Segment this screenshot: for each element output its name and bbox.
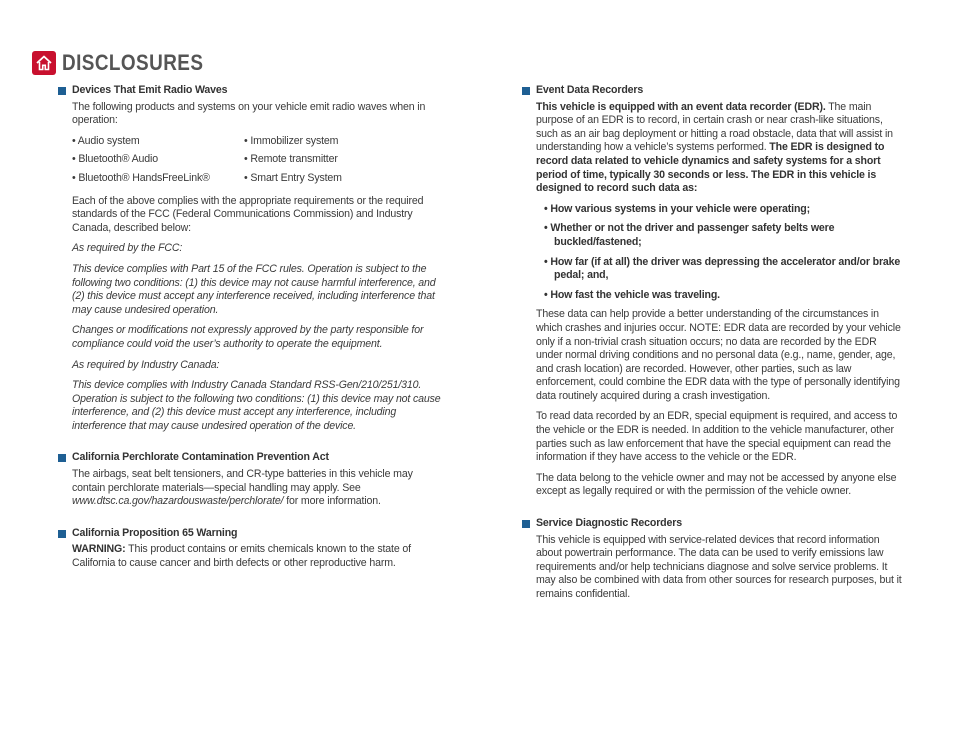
left-column <box>58 84 444 578</box>
home-icon[interactable] <box>32 51 56 75</box>
edr-lead-bold-2: The EDR is designed to record data related to vehicle dynamics and safety systems for a short period of time, typically 30 seconds or less. The EDR in this vehicle is designed to record such data as: <box>536 141 885 195</box>
perchlorate-end: for more information. <box>283 495 381 508</box>
section-bullet-icon <box>58 530 66 538</box>
prop65-text <box>72 543 444 570</box>
page-title: DISCLOSURES <box>62 50 204 75</box>
prop65-section <box>58 527 444 571</box>
edr-section <box>522 84 904 499</box>
ic-label: As required by Industry Canada: <box>72 358 220 371</box>
edr-bullet: • How various systems in your vehicle were operating; <box>544 202 810 215</box>
section-bullet-icon <box>522 520 530 528</box>
prop65-body: This product contains or emits chemicals known to the state of California to cause cancer and birth defects or other reproductive harm. <box>72 543 411 570</box>
fcc-text: This device complies with Part 15 of the FCC rules. Operation is subject to the following two conditions: (1) this device may not cause harmful interference, and (2) this device must accept any interference received, including interference that may cause undesired operation. <box>72 262 436 316</box>
section-heading: California Proposition 65 Warning <box>72 526 238 539</box>
section-bullet-icon <box>58 87 66 95</box>
section-heading: Event Data Recorders <box>536 84 644 96</box>
edr-lead-text: The main purpose of an EDR is to record, in certain crash or near crash-like situations, such as an air bag deployment or hitting a road obstacle, data that will assist in understanding how a vehicle’s systems performed. <box>536 100 893 154</box>
edr-lead-bold: This vehicle is equipped with an event data recorder (EDR). <box>536 100 826 113</box>
fcc-changes: Changes or modifications not expressly approved by the party responsible for compliance could void the user’s authority to operate the equipment. <box>72 324 424 350</box>
page-header <box>32 48 226 78</box>
edr-bullet: • How far (if at all) the driver was depressing the accelerator and/or brake pedal; and, <box>544 255 901 282</box>
list-item: • Audio system <box>72 134 140 147</box>
section-heading: California Perchlorate Contamination Prevention Act <box>72 451 329 464</box>
section-bullet-icon <box>522 87 530 95</box>
edr-paragraph: These data can help provide a better understanding of the circumstances in which crashes and injuries occur. NOTE: EDR data are recorded by your vehicle only if a non-trivial crash situation occurs; no data are recorded by the EDR under normal driving conditions and no personal data (e.g., name, gender, age, and crash location) are recorded. However, other parties, such as law enforcement, could combine the EDR data with the type of personally identifying data routinely acquired during a crash investigation. <box>536 308 901 402</box>
section-heading: Service Diagnostic Recorders <box>536 517 682 530</box>
edr-paragraph: The data belong to the vehicle owner and may not be accessed by anyone else except as legally required or with the permission of the vehicle owner. <box>536 471 897 498</box>
radio-intro: The following products and systems on your vehicle emit radio waves when in operation: <box>72 100 426 127</box>
perchlorate-text <box>72 468 444 509</box>
warning-label: WARNING: <box>72 543 126 556</box>
list-item: • Immobilizer system <box>244 134 339 147</box>
compliance-text: Each of the above complies with the appropriate requirements or the required standards of the FCC (Federal Communications Commission) and Industry Canada, described below: <box>72 194 424 234</box>
section-heading: Devices That Emit Radio Waves <box>72 84 228 96</box>
perchlorate-body: The airbags, seat belt tensioners, and CR-type batteries in this vehicle may contain perchlorate materials—special handling may apply. See <box>72 468 413 494</box>
edr-bullet: • How fast the vehicle was traveling. <box>544 288 720 301</box>
service-diagnostic-section <box>522 517 904 602</box>
edr-bullet: • Whether or not the driver and passenger safety belts were buckled/fastened; <box>544 222 835 248</box>
perchlorate-link[interactable]: www.dtsc.ca.gov/hazardouswaste/perchlorate/ <box>72 495 284 508</box>
list-item: • Bluetooth® Audio <box>72 153 158 166</box>
ic-text: This device complies with Industry Canada Standard RSS-Gen/210/251/310. Operation is subject to the following two conditions: (1) this device may not cause interference, and (2) this device must accept any interference, including interference that may cause undesired operation of the device. <box>72 379 441 432</box>
radio-waves-section <box>58 84 444 433</box>
list-item: • Smart Entry System <box>244 171 342 184</box>
list-item: • Bluetooth® HandsFreeLink® <box>72 171 210 184</box>
edr-paragraph: To read data recorded by an EDR, special equipment is required, and access to the vehicle or the EDR is needed. In addition to the vehicle manufacturer, other parties such as law enforcement that have the special equipment can read the information if they have access to the vehicle or the EDR. <box>536 410 898 464</box>
device-list <box>72 135 444 186</box>
fcc-label: As required by the FCC: <box>72 242 183 255</box>
section-bullet-icon <box>58 454 66 462</box>
right-column <box>522 84 904 609</box>
diag-text: This vehicle is equipped with service-related devices that record information about powertrain performance. The data can be used to verify emissions law requirements and/or help technicians diagnose and solve service problems. It may also be combined with data from other sources for research purposes, but it remains confidential. <box>536 533 902 600</box>
edr-lead <box>536 101 904 196</box>
perchlorate-section <box>58 451 444 508</box>
list-item: • Remote transmitter <box>244 153 338 166</box>
